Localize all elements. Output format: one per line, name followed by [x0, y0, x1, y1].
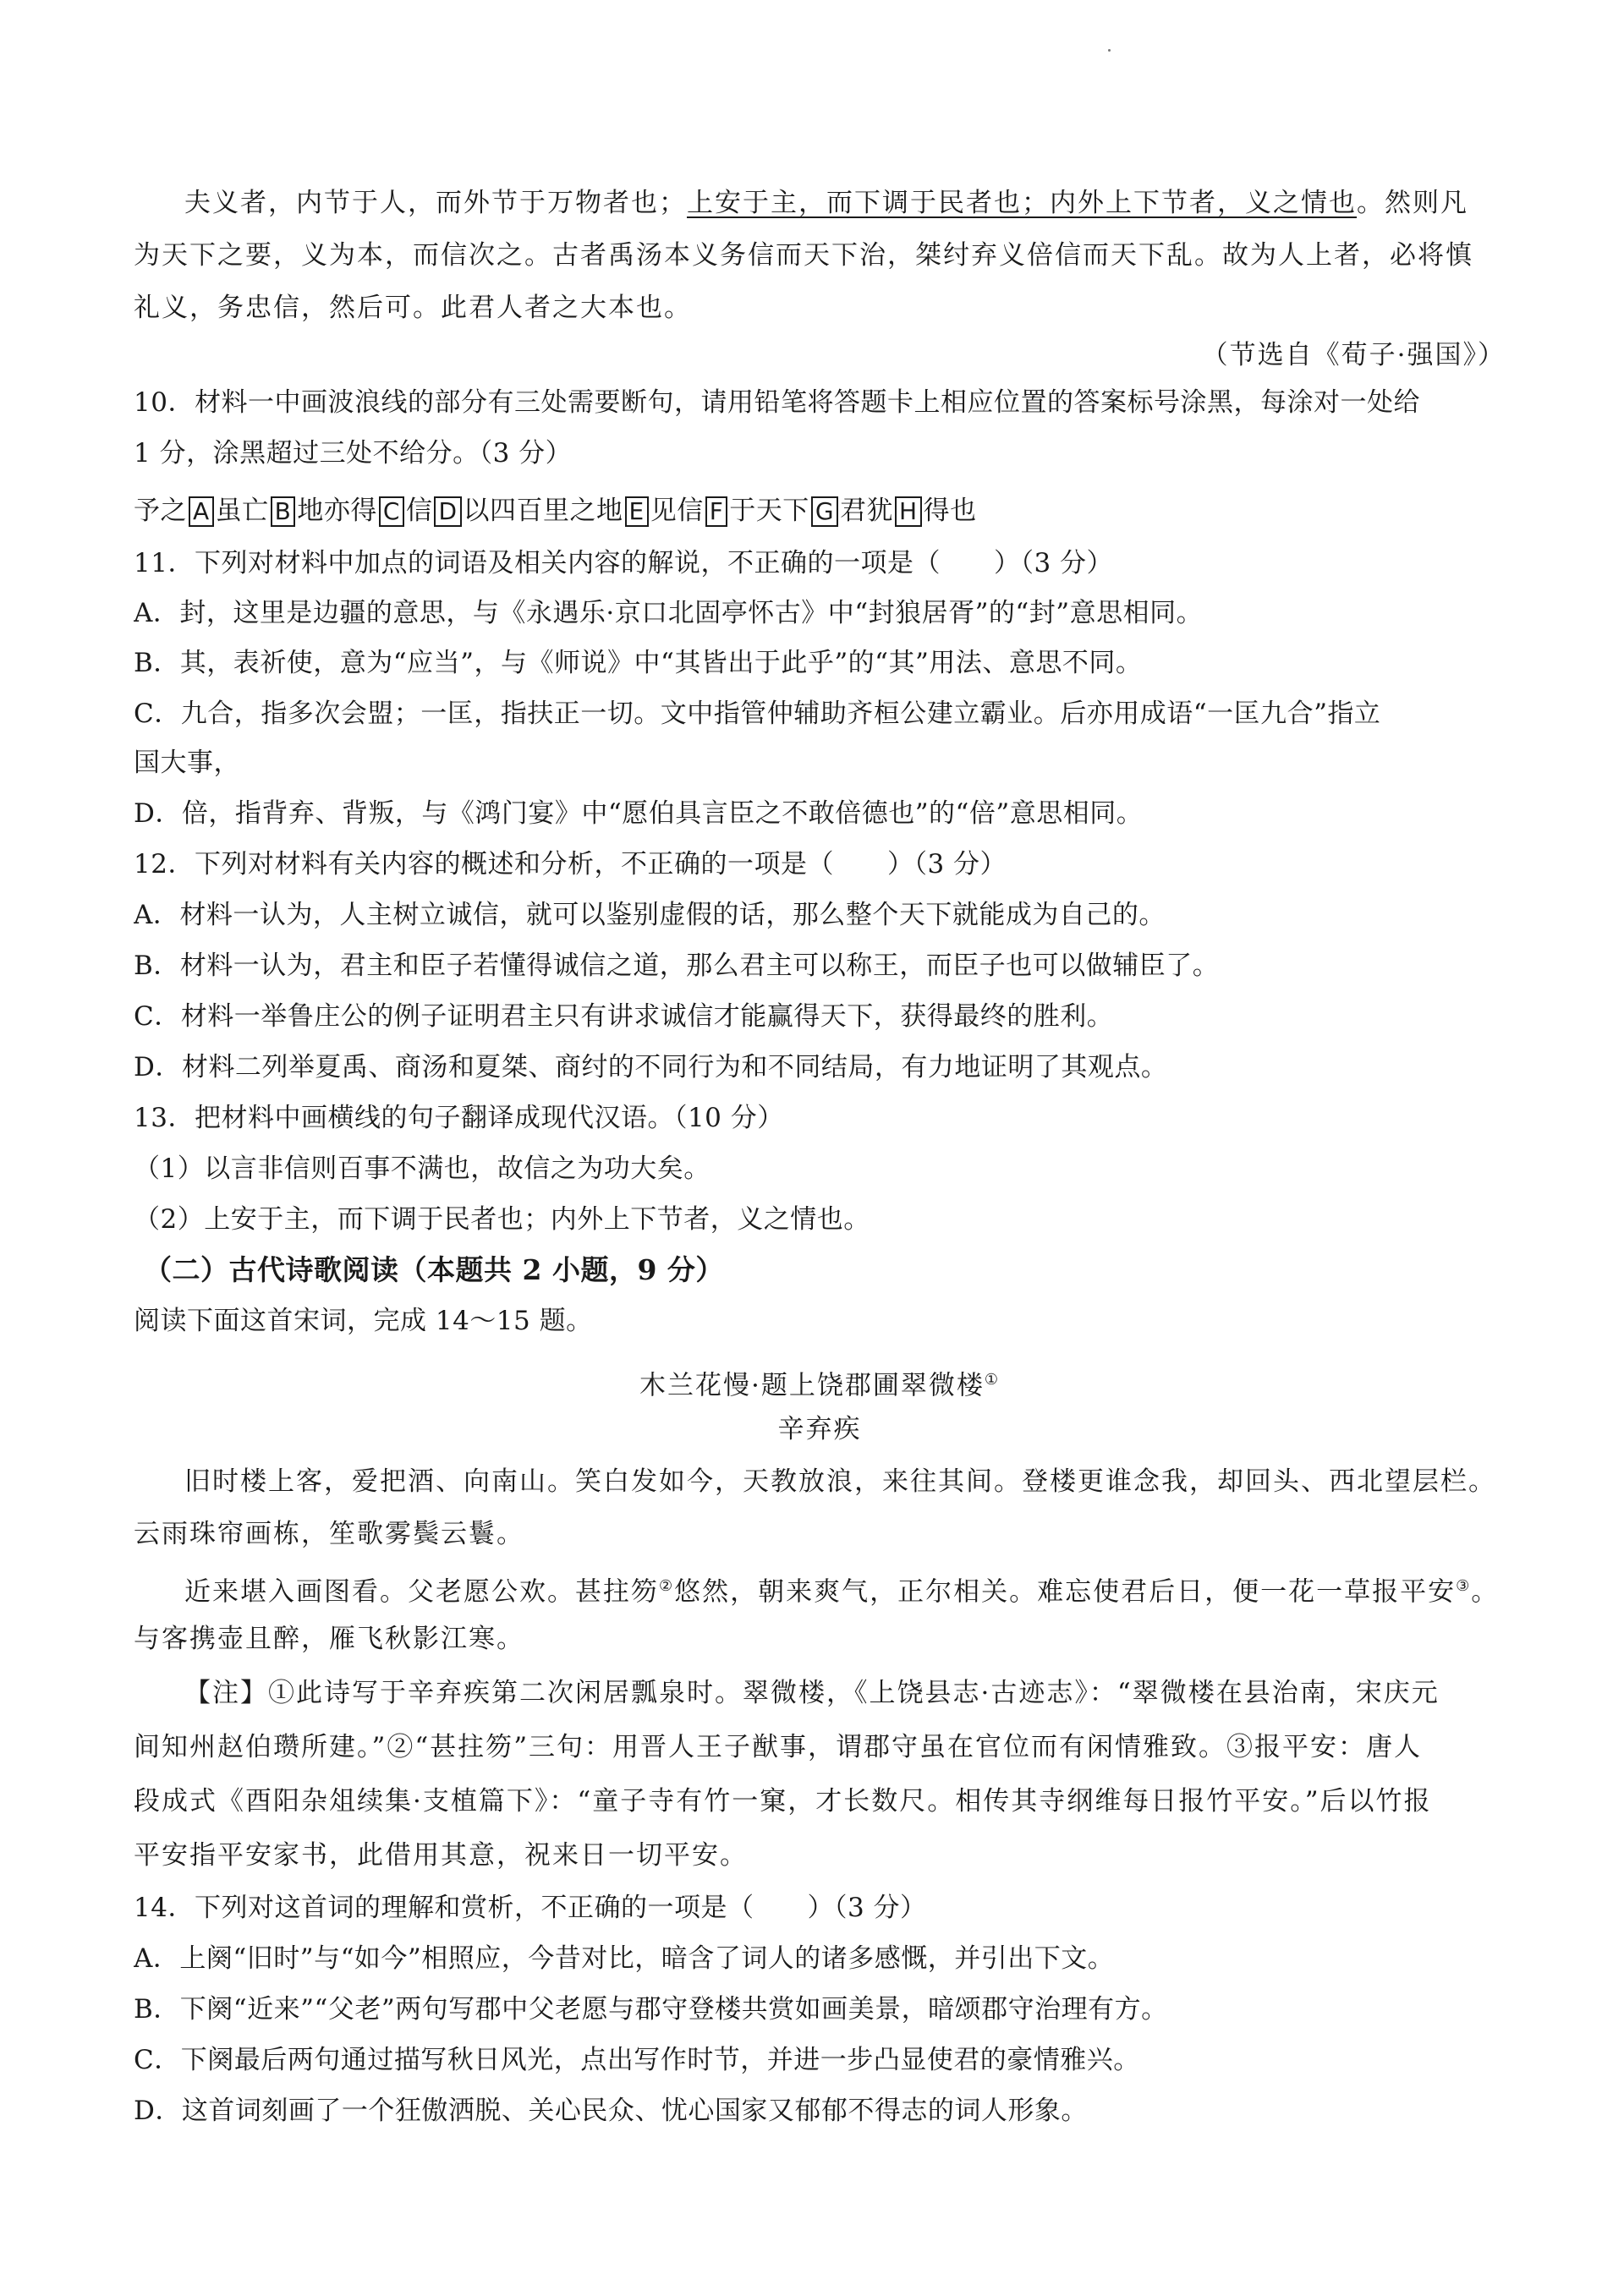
answer-box-g[interactable]: G — [811, 496, 838, 527]
section-intro: 阅读下面这首宋词，完成 14～15 题。 — [134, 1306, 593, 1336]
passage-text: 夫义者，内节于人，而外节于万物者也； — [184, 188, 687, 218]
q11-option-d: D．倍，指背弃、背叛，与《鸿门宴》中“愿伯具言臣之不敢倍德也”的“倍”意思相同。 — [134, 798, 1144, 829]
note-line-1: 【注】①此诗写于辛弃疾第二次闲居瓢泉时。翠微楼，《上饶县志·古迹志》：“翠微楼在县治南，宋庆元 — [184, 1678, 1440, 1708]
q14-stem: 14．下列对这首词的理解和赏析，不正确的一项是（ ）（3 分） — [134, 1893, 927, 1923]
q13-sentence-1: （1）以言非信则百事不满也，故信之为功大矣。 — [134, 1153, 710, 1184]
poem-line-2: 云雨珠帘画栋，笙歌雾鬓云鬟。 — [134, 1519, 524, 1549]
q11-option-c-2: 国大事， — [134, 748, 240, 778]
q12-option-a: A．材料一认为，人主树立诚信，就可以鉴别虚假的话，那么整个天下就能成为自己的。 — [134, 900, 1166, 930]
poem-text: 悠然，朝来爽气，正尔相关。难忘使君后日，便一花一草报平安 — [674, 1576, 1457, 1608]
q12-option-d: D．材料二列举夏禹、商汤和夏桀、商纣的不同行为和不同结局，有力地证明了其观点。 — [134, 1052, 1168, 1082]
passage-line-3: 礼义，务忠信，然后可。此君人者之大本也。 — [134, 293, 692, 323]
footnote-marker: ③ — [1456, 1577, 1472, 1595]
footnote-marker: ② — [659, 1577, 675, 1595]
answer-box-f[interactable]: F — [705, 496, 728, 527]
q11-option-c-1: C．九合，指多次会盟；一匡，指扶正一切。文中指管仲辅助齐桓公建立霸业。后亦用成语“一匡九合”指立 — [134, 699, 1381, 729]
q14-option-a: A．上阕“旧时”与“如今”相照应，今昔对比，暗含了词人的诸多感慨，并引出下文。 — [134, 1943, 1115, 1974]
segment-text: 信 — [405, 496, 433, 526]
footnote-marker: ① — [984, 1371, 1000, 1389]
section-heading: （二）古代诗歌阅读（本题共 2 小题，9 分） — [144, 1253, 724, 1286]
answer-box-d[interactable]: D — [434, 496, 461, 527]
q14-option-c: C．下阕最后两句通过描写秋日风光，点出写作时节，并进一步凸显使君的豪情雅兴。 — [134, 2045, 1140, 2075]
note-line-4: 平安指平安家书，此借用其意，祝来日一切平安。 — [134, 1840, 748, 1871]
q11-option-a: A．封，这里是边疆的意思，与《永遇乐·京口北固亭怀古》中“封狼居胥”的“封”意思相同。 — [134, 598, 1204, 628]
poem-line-3 — [184, 1568, 1506, 1610]
underlined-sentence: 上安于主，而下调于民者也；内外上下节者，义之情也 — [687, 188, 1357, 218]
segment-text: 地亦得 — [297, 496, 377, 526]
answer-box-a[interactable]: A — [189, 496, 214, 527]
poem-text: 。 — [1471, 1576, 1500, 1608]
q10-segments — [134, 492, 1506, 529]
segment-text: 予之 — [134, 496, 187, 526]
q11-stem: 11．下列对材料中加点的词语及相关内容的解说，不正确的一项是（ ）（3 分） — [134, 548, 1114, 578]
q13-stem: 13．把材料中画横线的句子翻译成现代汉语。（10 分） — [134, 1103, 784, 1133]
q10-stem-2: 1 分，涂黑超过三处不给分。（3 分） — [134, 438, 573, 469]
q11-option-b: B．其，表祈使，意为“应当”，与《师说》中“其皆出于此乎”的“其”用法、意思不同。 — [134, 648, 1143, 678]
q14-option-b: B．下阕“近来”“父老”两句写郡中父老愿与郡守登楼共赏如画美景，暗颂郡守治理有方。 — [134, 1994, 1168, 2025]
answer-box-b[interactable]: B — [271, 496, 296, 527]
q12-stem: 12．下列对材料有关内容的概述和分析，不正确的一项是（ ）（3 分） — [134, 849, 1007, 879]
passage-line-1 — [184, 184, 1506, 222]
poem-line-4: 与客携壶且醉，雁飞秋影江寒。 — [134, 1624, 524, 1654]
segment-text: 见信 — [650, 496, 704, 526]
q12-option-c: C．材料一举鲁庄公的例子证明君主只有讲求诚信才能赢得天下，获得最终的胜利。 — [134, 1001, 1114, 1032]
answer-box-h[interactable]: H — [895, 496, 922, 527]
segment-text: 君犹 — [840, 496, 894, 526]
segment-text: 以四百里之地 — [463, 496, 623, 526]
passage-text: 。然则凡 — [1357, 188, 1468, 218]
q13-sentence-2: （2）上安于主，而下调于民者也；内外上下节者，义之情也。 — [134, 1204, 870, 1235]
segment-text: 得也 — [923, 496, 977, 526]
poem-title — [134, 1362, 1506, 1404]
scan-speck — [1108, 49, 1111, 52]
passage-line-2: 为天下之要，义为本，而信次之。古者禹汤本义务信而天下治，桀纣弃义倍信而天下乱。故为人上者，必将慎 — [134, 240, 1473, 271]
answer-box-e[interactable]: E — [625, 496, 649, 527]
segment-text: 于天下 — [729, 496, 809, 526]
poem-text: 近来堪入画图看。父老愿公欢。甚拄笏 — [184, 1576, 659, 1608]
note-line-2: 间知州赵伯瓒所建。”②“甚拄笏”三句：用晋人王子猷事，谓郡守虽在官位而有闲情雅致。③报平安：唐人 — [134, 1732, 1423, 1762]
poem-title-text: 木兰花慢·题上饶郡圃翠微楼 — [639, 1370, 985, 1401]
segment-text: 虽亡 — [215, 496, 269, 526]
answer-box-c[interactable]: C — [379, 496, 404, 527]
q10-stem-1: 10．材料一中画波浪线的部分有三处需要断句，请用铅笔将答题卡上相应位置的答案标号涂黑，每涂对一处给 — [134, 387, 1420, 418]
poem-line-1: 旧时楼上客，爱把酒、向南山。笑白发如今，天教放浪，来往其间。登楼更谁念我，却回头、西北望层栏。 — [184, 1466, 1496, 1497]
q12-option-b: B．材料一认为，君主和臣子若懂得诚信之道，那么君主可以称王，而臣子也可以做辅臣了。 — [134, 951, 1220, 981]
note-line-3: 段成式《酉阳杂俎续集·支植篇下》：“童子寺有竹一窠，才长数尺。相传其寺纲维每日报竹平安。”后以竹报 — [134, 1786, 1432, 1817]
poem-author: 辛弃疾 — [777, 1414, 862, 1444]
q14-option-d: D．这首词刻画了一个狂傲洒脱、关心民众、忧心国家又郁郁不得志的词人形象。 — [134, 2096, 1088, 2126]
passage-source: （节选自《荀子·强国》） — [1201, 340, 1506, 370]
